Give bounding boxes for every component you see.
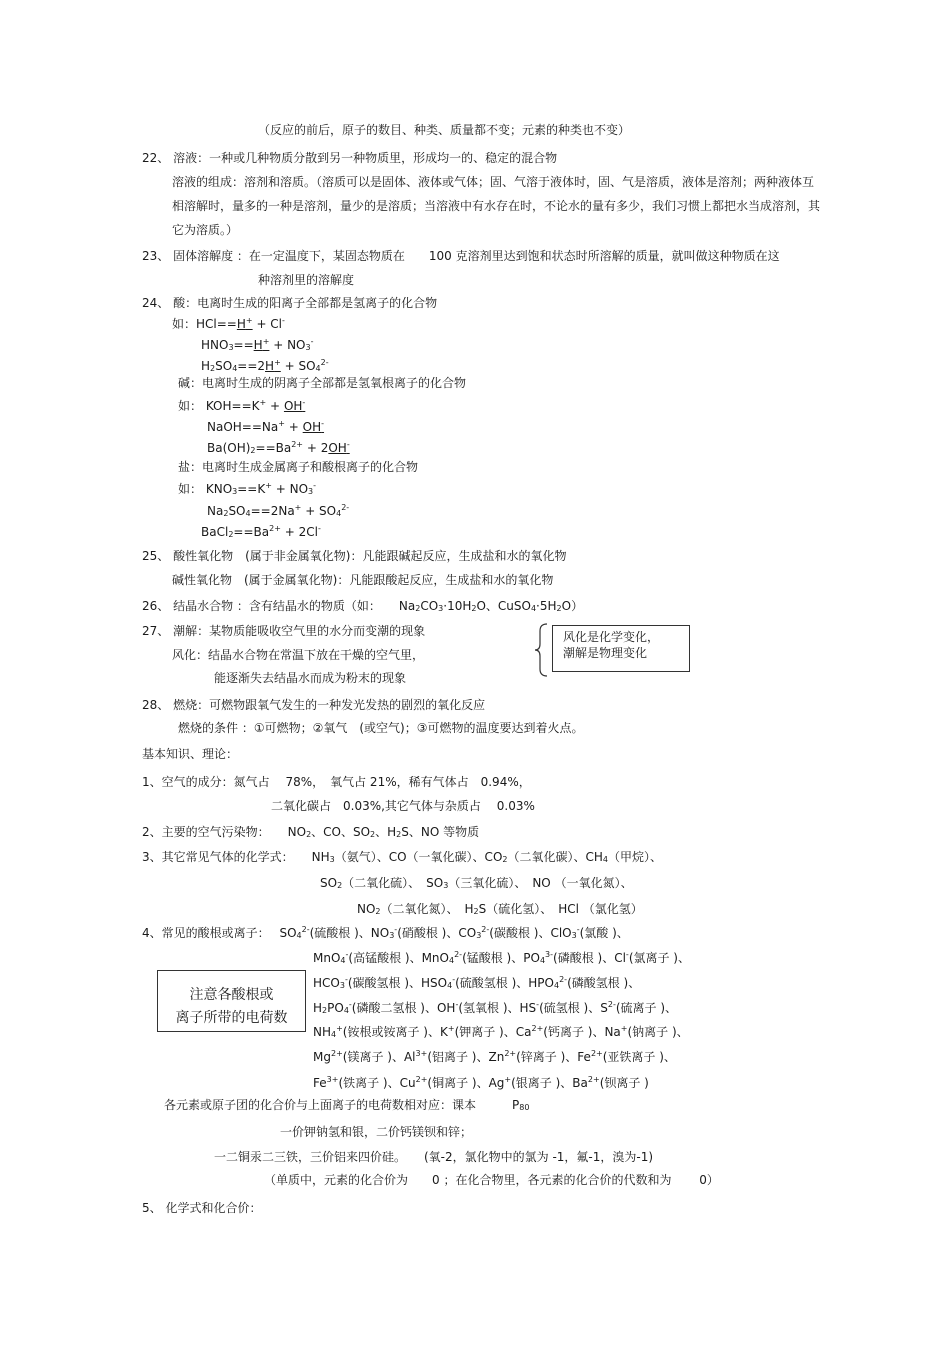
text-line: 种溶剂里的溶解度 xyxy=(258,273,355,287)
formula-hno3: $HNO_3==H^+ + NO_3^-$ xyxy=(201,337,314,352)
item-27: 27、 潮解：某物质能吸收空气里的水分而变潮的现象 xyxy=(142,624,426,638)
text-line: $HCO_3^-$(碳酸氢根 )、$HSO_4^-$(硫酸氢根 )、$HPO_4^{2-}$(磷酸氢根 )、 xyxy=(313,975,641,990)
weathering-note-box xyxy=(552,625,690,672)
text-line: $SO_2$（二氧化硫）、 $SO_3$（三氧化硫）、 NO （一氧化氮）、 xyxy=(320,876,633,890)
text-line: $Fe^{3+}$(铁离子 )、$Cu^{2+}$(铜离子 )、Ag+(银离子 )、$Ba^{2+}$(钡离子 ) xyxy=(313,1075,649,1090)
text-line: MnO$_4$-(高锰酸根 )、MnO$_4^{2-}$(锰酸根 )、$PO_4^{3-}$(磷酸根 )、Cl-(氯离子 )、 xyxy=(313,950,690,965)
knowledge-1: 1、空气的成分：氮气占 78%， 氧气占 21%，稀有气体占 0.94%， xyxy=(142,775,531,789)
formula-bacl2: $BaCl_2==Ba^{2+} + 2Cl^-$ xyxy=(201,524,321,539)
note-line: 离子所带的电荷数 xyxy=(175,1010,288,1026)
valence-mnemonic-2: 一二铜汞二三铁，三价铝来四价硅。 (氧-2，氯化物中的氯为 -1，氟-1，溴为-1) xyxy=(214,1150,654,1164)
formula-kno3: 如： $KNO_3==K^+ + NO_3^-$ xyxy=(178,481,317,496)
text-line: 各元素或原子团的化合价与上面离子的电荷数相对应：课本 $P_{80}$ xyxy=(164,1098,530,1112)
knowledge-5: 5、 化学式和化合价： xyxy=(142,1201,262,1215)
text-line: $NH_4^+$(铵根或铵离子 )、K+(钾离子 )、$Ca^{2+}$(钙离子 )、Na+(钠离子 )、 xyxy=(313,1024,689,1039)
item-26: 26、 结晶水合物 ：含有结晶水的物质（如： $Na_2CO_3\cdot 10H_2O$、$CuSO_4\cdot 5H_2O$） xyxy=(142,599,584,613)
brace-icon xyxy=(534,623,550,677)
knowledge-2: 2、主要的空气污染物： $NO_2$、CO、$SO_2$、$H_2S$、NO 等物质 xyxy=(142,825,480,839)
note-line: 潮解是物理变化 xyxy=(563,646,648,660)
item-25: 25、 酸性氧化物 (属于非金属氧化物)：凡能跟碱起反应，生成盐和水的氧化物 xyxy=(142,549,567,563)
base-definition: 碱：电离时生成的阴离子全部都是氢氧根离子的化合物 xyxy=(178,376,467,390)
formula-na2so4: $Na_2SO_4==2Na^+ + SO_4^{2-}$ xyxy=(207,503,350,518)
text-line: $NO_2$（二氧化氮）、 $H_2S$（硫化氢）、 HCl （氯化氢） xyxy=(357,902,643,916)
text-line: 能逐渐失去结晶水而成为粉末的现象 xyxy=(214,671,407,685)
item-22: 22、 溶液：一种或几种物质分散到另一种物质里，形成均一的、稳定的混合物 xyxy=(142,151,558,165)
knowledge-3: 3、其它常见气体的化学式： $NH_3$（氨气）、CO（一氧化碳）、$CO_2$（二氧化碳）、$CH_4$（甲烷）、 xyxy=(142,850,662,864)
item-28: 28、 燃烧：可燃物跟氧气发生的一种发光发热的剧烈的氧化反应 xyxy=(142,698,486,712)
text-line: 风化：结晶水合物在常温下放在干燥的空气里， xyxy=(172,648,425,662)
charge-note-box xyxy=(157,970,306,1032)
salt-definition: 盐：电离时生成金属离子和酸根离子的化合物 xyxy=(178,460,419,474)
text-line: 二氧化碳占 0.03%,其它气体与杂质占 0.03% xyxy=(271,799,535,813)
formula-naoh: NaOH==Na+ + OH- xyxy=(207,419,325,434)
text-line: （反应的前后，原子的数目、种类、质量都不变；元素的种类也不变） xyxy=(258,123,631,137)
section-heading: 基本知识、理论： xyxy=(142,747,239,761)
text-line: 碱性氧化物 (属于金属氧化物)：凡能跟酸起反应，生成盐和水的氧化物 xyxy=(172,573,554,587)
knowledge-4: 4、常见的酸根或离子： $SO_4^{2-}$(硫酸根 )、$NO_3^-$(硝酸根 )、$CO_3^{2-}$(碳酸根 )、ClO$_3$-(氯酸 )、 xyxy=(142,925,629,940)
text-line: 相溶解时，量多的一种是溶剂，量少的是溶质；当溶液中有水存在时，不论水的量有多少，我们习惯上都把水当成溶剂，其 xyxy=(172,199,821,213)
text-line: （单质中，元素的化合价为 0 ；在化合物里，各元素的化合价的代数和为 0） xyxy=(264,1173,719,1187)
text-line: $Mg^{2+}$(镁离子 )、$Al^{3+}$(铝离子 )、$Zn^{2+}$(锌离子 )、$Fe^{2+}$(亚铁离子 )、 xyxy=(313,1049,676,1064)
formula-baoh2: $Ba(OH)_2==Ba^{2+} + 2OH^-$ xyxy=(207,440,350,455)
formula-hcl: 如：HCl==H+ + Cl- xyxy=(172,316,285,331)
text-line: 燃烧的条件 ：①可燃物；②氧气 (或空气)；③可燃物的温度要达到着火点。 xyxy=(178,721,584,735)
note-line: 风化是化学变化， xyxy=(563,630,660,644)
formula-h2so4: $H_2SO_4==2H^+ + SO_4^{2-}$ xyxy=(201,358,329,373)
text-line: 溶液的组成：溶剂和溶质。（溶质可以是固体、液体或气体；固、气溶于液体时，固、气是溶质，液体是溶剂；两种液体互 xyxy=(172,175,815,189)
item-24: 24、 酸：电离时生成的阳离子全部都是氢离子的化合物 xyxy=(142,296,438,310)
valence-mnemonic-1: 一价钾钠氢和银，二价钙镁钡和锌； xyxy=(280,1125,473,1139)
text-line: $H_2PO_4^-$(磷酸二氢根 )、OH-(氢氧根 )、HS-(硫氢根 )、$S^{2-}$(硫离子 )、 xyxy=(313,1000,678,1015)
item-23: 23、 固体溶解度 ：在一定温度下，某固态物质在 100 克溶剂里达到饱和状态时所溶解的质量，就叫做这种物质在这 xyxy=(142,249,780,263)
formula-koh: 如： KOH==K+ + OH- xyxy=(178,398,306,413)
text-line: 它为溶质。） xyxy=(172,223,239,237)
note-line: 注意各酸根或 xyxy=(189,987,274,1003)
